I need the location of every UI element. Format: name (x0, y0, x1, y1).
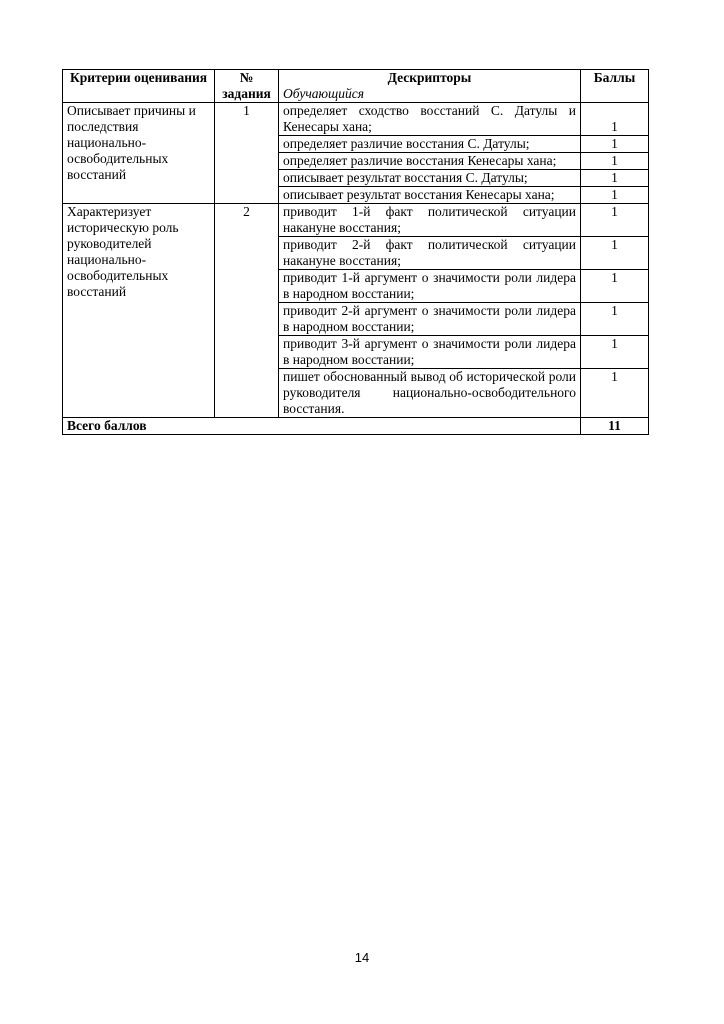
descriptor-cell: приводит 2-й аргумент о значимости роли лидера в народном восстании; (279, 303, 581, 336)
descriptor-cell: определяет различие восстания С. Датулы; (279, 136, 581, 153)
score-cell: 1 (581, 237, 649, 270)
score-cell: 1 (581, 369, 649, 418)
header-row (63, 70, 649, 87)
descriptor-cell: приводит 2-й факт политической ситуации накануне восстания; (279, 237, 581, 270)
descriptor-cell: определяет сходство восстаний С. Датулы и Кенесары хана; (279, 103, 581, 136)
header-descriptors-sub: Обучающийся (279, 86, 581, 103)
score-cell: 1 (581, 136, 649, 153)
score-cell: 1 (581, 270, 649, 303)
header-criteria: Критерии оценивания (63, 70, 215, 103)
assessment-rubric-table (62, 69, 649, 435)
score-cell: 1 (581, 103, 649, 136)
header-descriptors: Дескрипторы (279, 70, 581, 87)
total-score: 11 (581, 418, 649, 435)
descriptor-cell: приводит 1-й факт политической ситуации накануне восстания; (279, 204, 581, 237)
task-number-cell-2: 2 (215, 204, 279, 418)
score-cell: 1 (581, 153, 649, 170)
criterion-cell-1: Описывает причины и последствия национально-освободительных восстаний (63, 103, 215, 204)
score-cell: 1 (581, 204, 649, 237)
descriptor-cell: приводит 1-й аргумент о значимости роли лидера в народном восстании; (279, 270, 581, 303)
score-cell: 1 (581, 303, 649, 336)
table-row (63, 204, 649, 237)
table-row (63, 103, 649, 136)
descriptor-cell: описывает результат восстания С. Датулы; (279, 170, 581, 187)
header-score: Баллы (581, 70, 649, 103)
header-task-number: № задания (215, 70, 279, 103)
descriptor-cell: описывает результат восстания Кенесары хана; (279, 187, 581, 204)
score-cell: 1 (581, 187, 649, 204)
descriptor-cell: пишет обоснованный вывод об исторической роли руководителя национально-освободительного восстания. (279, 369, 581, 418)
score-cell: 1 (581, 336, 649, 369)
descriptor-cell: определяет различие восстания Кенесары хана; (279, 153, 581, 170)
page-number: 14 (354, 950, 370, 965)
task-number-cell-1: 1 (215, 103, 279, 204)
total-row (63, 418, 649, 435)
criterion-cell-2: Характеризует историческую роль руководителей национально-освободительных восстаний (63, 204, 215, 418)
total-label: Всего баллов (63, 418, 581, 435)
score-cell: 1 (581, 170, 649, 187)
descriptor-cell: приводит 3-й аргумент о значимости роли лидера в народном восстании; (279, 336, 581, 369)
